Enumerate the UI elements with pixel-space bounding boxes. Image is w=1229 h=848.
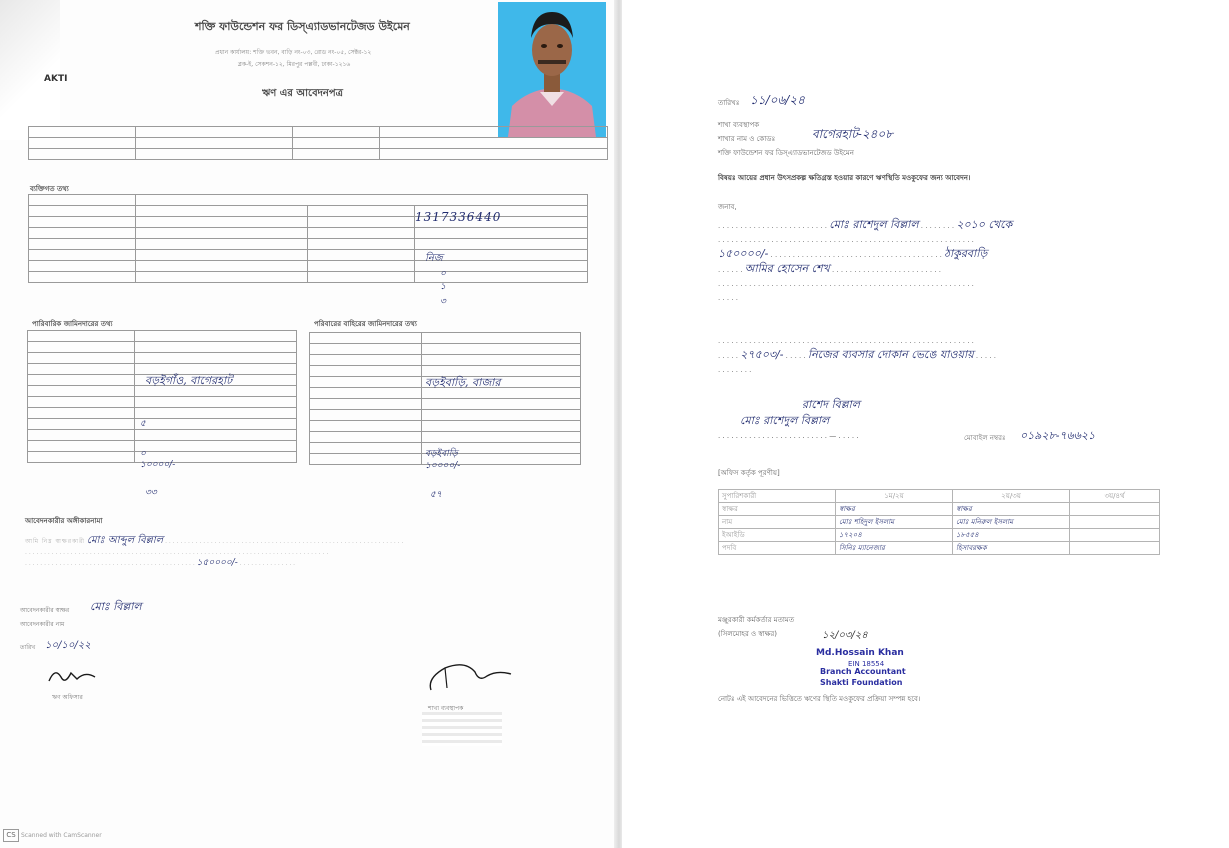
rec-row-label: স্বাক্ষর (719, 503, 836, 516)
org-address-1: প্রধান কার্যালয়: শক্তি ভবন, বাড়ি নং-০৩, রোড নং-০৫, সেক্টর-১২ (215, 49, 372, 56)
r-salutation: জনাব, (718, 203, 737, 211)
rec-cell (1070, 503, 1160, 516)
rec-row-label: পদবি (719, 542, 836, 555)
r-date-label: তারিখঃ (718, 99, 740, 107)
personal-info-table (28, 194, 588, 283)
r-to-1: শাখা ব্যবস্থাপক (718, 121, 760, 129)
side-mark: AKTI (44, 74, 68, 84)
rec-cell: মোঃ শহিদুল ইসলাম (836, 516, 953, 529)
family-hw-1: ৫ (140, 419, 146, 429)
r-note: নোটঃ এই আবেদনের ভিত্তিতে ঋণের স্থিতি মওকুফের প্রক্রিয়া সম্পন্ন হবে। (718, 695, 921, 703)
nid-value: 1317336440 (415, 210, 502, 224)
rec-cell: সিনিঃ ম্যানেজার (836, 542, 953, 555)
signature-label: আবেদনকারীর স্বাক্ষর (20, 607, 70, 614)
stamp-line-4: Shakti Foundation (820, 678, 903, 687)
date-value: ১০/১০/২২ (45, 640, 91, 651)
r-mobile-value: ০১৯২৮-৭৬৬২১ (1020, 429, 1096, 442)
date-label: তারিখ (20, 644, 36, 651)
r-nid-line: . . . . . . . . . . . . . . . . . . . . . . . . . — . . . . . (718, 432, 859, 440)
stamp-signature: ১২/০৩/২৪ (822, 630, 868, 641)
org-title: শক্তি ফাউন্ডেশন ফর ডিস্‌এ্যাডভানটেজড উইমেন (195, 20, 410, 33)
stamp-line-3: Branch Accountant (820, 667, 906, 676)
family-guarantor-table (27, 330, 297, 463)
manager-seal-faded (422, 712, 502, 746)
rec-cell: ১৭২০৪ (836, 529, 953, 542)
recommendation-table (718, 489, 1160, 555)
signature-hw: মোঃ বিল্লাল (90, 600, 142, 613)
declaration-amount: ১৫০০০০/- (196, 558, 238, 568)
r-to-3: শক্তি ফাউন্ডেশন ফর ডিস্‌এ্যাডভানটেজড উইমেন (718, 149, 854, 157)
right-document-page (622, 0, 1229, 848)
r-dash: — (829, 432, 837, 440)
rec-cell: ১৮৫৫৪ (953, 529, 1070, 542)
r-approver-label: মঞ্জুরকারী কর্মকর্তার মতামত (718, 616, 795, 624)
r-office-label: [অফিস কর্তৃক পূরণীয়] (718, 469, 780, 477)
family-hw-2: ০ (140, 449, 146, 459)
r-to-2-label: শাখার নাম ও কোডঃ (718, 135, 776, 143)
personal-hw-1: নিজ (425, 253, 443, 264)
rec-cell: মোঃ মনিরুল ইসলাম (953, 516, 1070, 529)
rec-row-label: ইআইডি (719, 529, 836, 542)
r-subject: বিষয়ঃ আয়ের প্রধান উৎসপ্রকল্প ক্ষতিগ্রস্ত হওয়ার কারণে ঋণস্থিতি মওকুফের জন্য আবেদন। (718, 174, 971, 182)
personal-hw-3: ১ (440, 282, 446, 292)
rec-cell (1070, 516, 1160, 529)
officer-signature (45, 663, 100, 689)
rec-cell: স্বাক্ষর (953, 503, 1070, 516)
page-corner-shadow (0, 0, 60, 140)
r-body-hw-6: ২৭৫০৩/- (740, 348, 784, 361)
outside-guarantor-title: পরিবারের বাহিরের জামিনদারের তথ্য (314, 320, 417, 328)
family-guarantor-title: পারিবারিক জামিনদারের তথ্য (32, 320, 113, 328)
r-sig-hw: রাশেদ বিল্লাল (802, 398, 860, 411)
manager-signature (425, 658, 515, 698)
officer-sig-label: ঋণ অফিসার (52, 694, 83, 701)
declaration-title: আবেদনকারীর অঙ্গীকারনামা (25, 517, 103, 525)
rec-head-3: ৩য়/৪র্থ (1070, 490, 1160, 503)
r-body-hw-2: ২০১০ খেকে (956, 218, 1013, 231)
outside-hw-3: ৫৭ (430, 490, 442, 500)
personal-hw-4: ৩ (440, 297, 446, 307)
manager-sig-label: শাখা ব্যবস্থাপক (428, 705, 464, 712)
outside-hw-2: ১০০০০/- (425, 461, 461, 471)
r-to-2-value: বাগেরহাট-২৪০৮ (812, 127, 894, 141)
personal-section-title: ব্যক্তিগত তথ্য (30, 185, 69, 193)
camscanner-icon: CS (3, 829, 19, 842)
r-approver-sub: (সিলমোহর ও স্বাক্ষর) (718, 630, 777, 638)
outside-hw-1: বড়ইবাড়ি (425, 449, 458, 459)
rec-cell (1070, 542, 1160, 555)
declaration-text-block: আমি নিম্ন স্বাক্ষরকারী মোঃ আব্দুল বিল্লাল . . . . . . . . . . . . . . . . . . . . . . . . . . . . . . . . . . . . . . . . . . . . . . . . . . . . . . . . . . . . . . . . . . . . . . . . . . . . . . . . . . . . . . . . . . . . . . . . . . . . . . . . . . . . . . . . . . . . . . . . . . . . . . . . . . . . . . . . . . . . . . . . . . . . . . . . . . . . . . . . . . . . . . . . . . . . . . . . . . . . . . . . . . . . ১৫০০০০/- . . . . . . . . . . . . . . . (25, 535, 404, 568)
r-body-hw-1: মোঃ রাশেদুল বিল্লাল (829, 218, 919, 231)
applicant-photo (498, 2, 606, 137)
r-body-hw-5: আমির হোসেন শেখ (744, 262, 830, 275)
form-title: ঋণ এর আবেদনপত্র (262, 88, 343, 99)
r-body-2: . . . . . . . . . . . . . . . . . . . . . . . . . . . . . . . . . . . . . . . . . . . . . . . . . . . . . . . . . . . . . . . ২৭৫০৩/- . . . . . নিজের ব্যবসার দোকান ভেঙে যাওয়ায় . . . . . . . . . . . . . (718, 337, 996, 374)
r-body-hw-4: ঠাকুরবাড়ি (944, 247, 988, 260)
declaration-name: মোঃ আব্দুল বিল্লাল (86, 535, 164, 546)
rec-head-2: ২য়/৩য় (953, 490, 1070, 503)
r-mobile-label: মোবাইল নম্বরঃ (964, 434, 1006, 442)
r-date-value: ১১/০৬/২৪ (750, 93, 805, 107)
stamp-line-1: Md.Hossain Khan (816, 648, 904, 658)
camscanner-footer: Scanned with CamScanner (21, 832, 102, 839)
family-hw-3: ১০০০০/- (140, 460, 176, 470)
personal-hw-2: ০ (440, 269, 446, 279)
r-body-hw-7: নিজের ব্যবসার দোকান ভেঙে যাওয়ায় (807, 348, 974, 361)
stamp-line-2: EIN 18554 (848, 660, 885, 668)
rec-cell: স্বাক্ষর (836, 503, 953, 516)
rec-cell: হিসাবরক্ষক (953, 542, 1070, 555)
family-hw-address: বড়ইগাঁও, বাগেরহাট (145, 374, 233, 387)
org-address-2: ব্লক-ই, সেকশন-১২, মিরপুর পল্লবী, ঢাকা-১২১৬ (238, 61, 351, 68)
r-body: . . . . . . . . . . . . . . . . . . . . . . . . . মোঃ রাশেদুল বিল্লাল . . . . . . . . ২০১০ খেকে . . . . . . . . . . . . . . . . . . . . . . . . . . . . . . . . . . . . . . . . . . . . . . . . . . . . . . . . . . ১৫০০০০/- . . . . . . . . . . . . . . . . . . . . . . . . . . . . . . . . . . . . . . . ঠাকুরবাড়ি . . . . . . আমির হোসেন শেখ . . . . . . . . . . . . . . . . . . . . . . . . . . . . . . . . . . . . . . . . . . . . . . . . . . . . . . . . . . . . . . . . . . . . . . . . . . . . . . . . . . . . . . . . (718, 218, 1013, 302)
r-body-hw-3: ১৫০০০০/- (718, 247, 769, 260)
rec-cell (1070, 529, 1160, 542)
r-name-hw: মোঃ রাশেদুল বিল্লাল (740, 414, 830, 427)
rec-head-1: ১ম/২য় (836, 490, 953, 503)
outside-hw-address: বড়ইবাড়ি, বাজার (425, 376, 501, 389)
family-hw-4: ৩৩ (145, 488, 157, 498)
applicant-name-label: আবেদনকারীর নাম (20, 621, 65, 628)
rec-head-0: সুপারিশকারী (719, 490, 836, 503)
rec-row-label: নাম (719, 516, 836, 529)
header-info-table (28, 126, 608, 160)
